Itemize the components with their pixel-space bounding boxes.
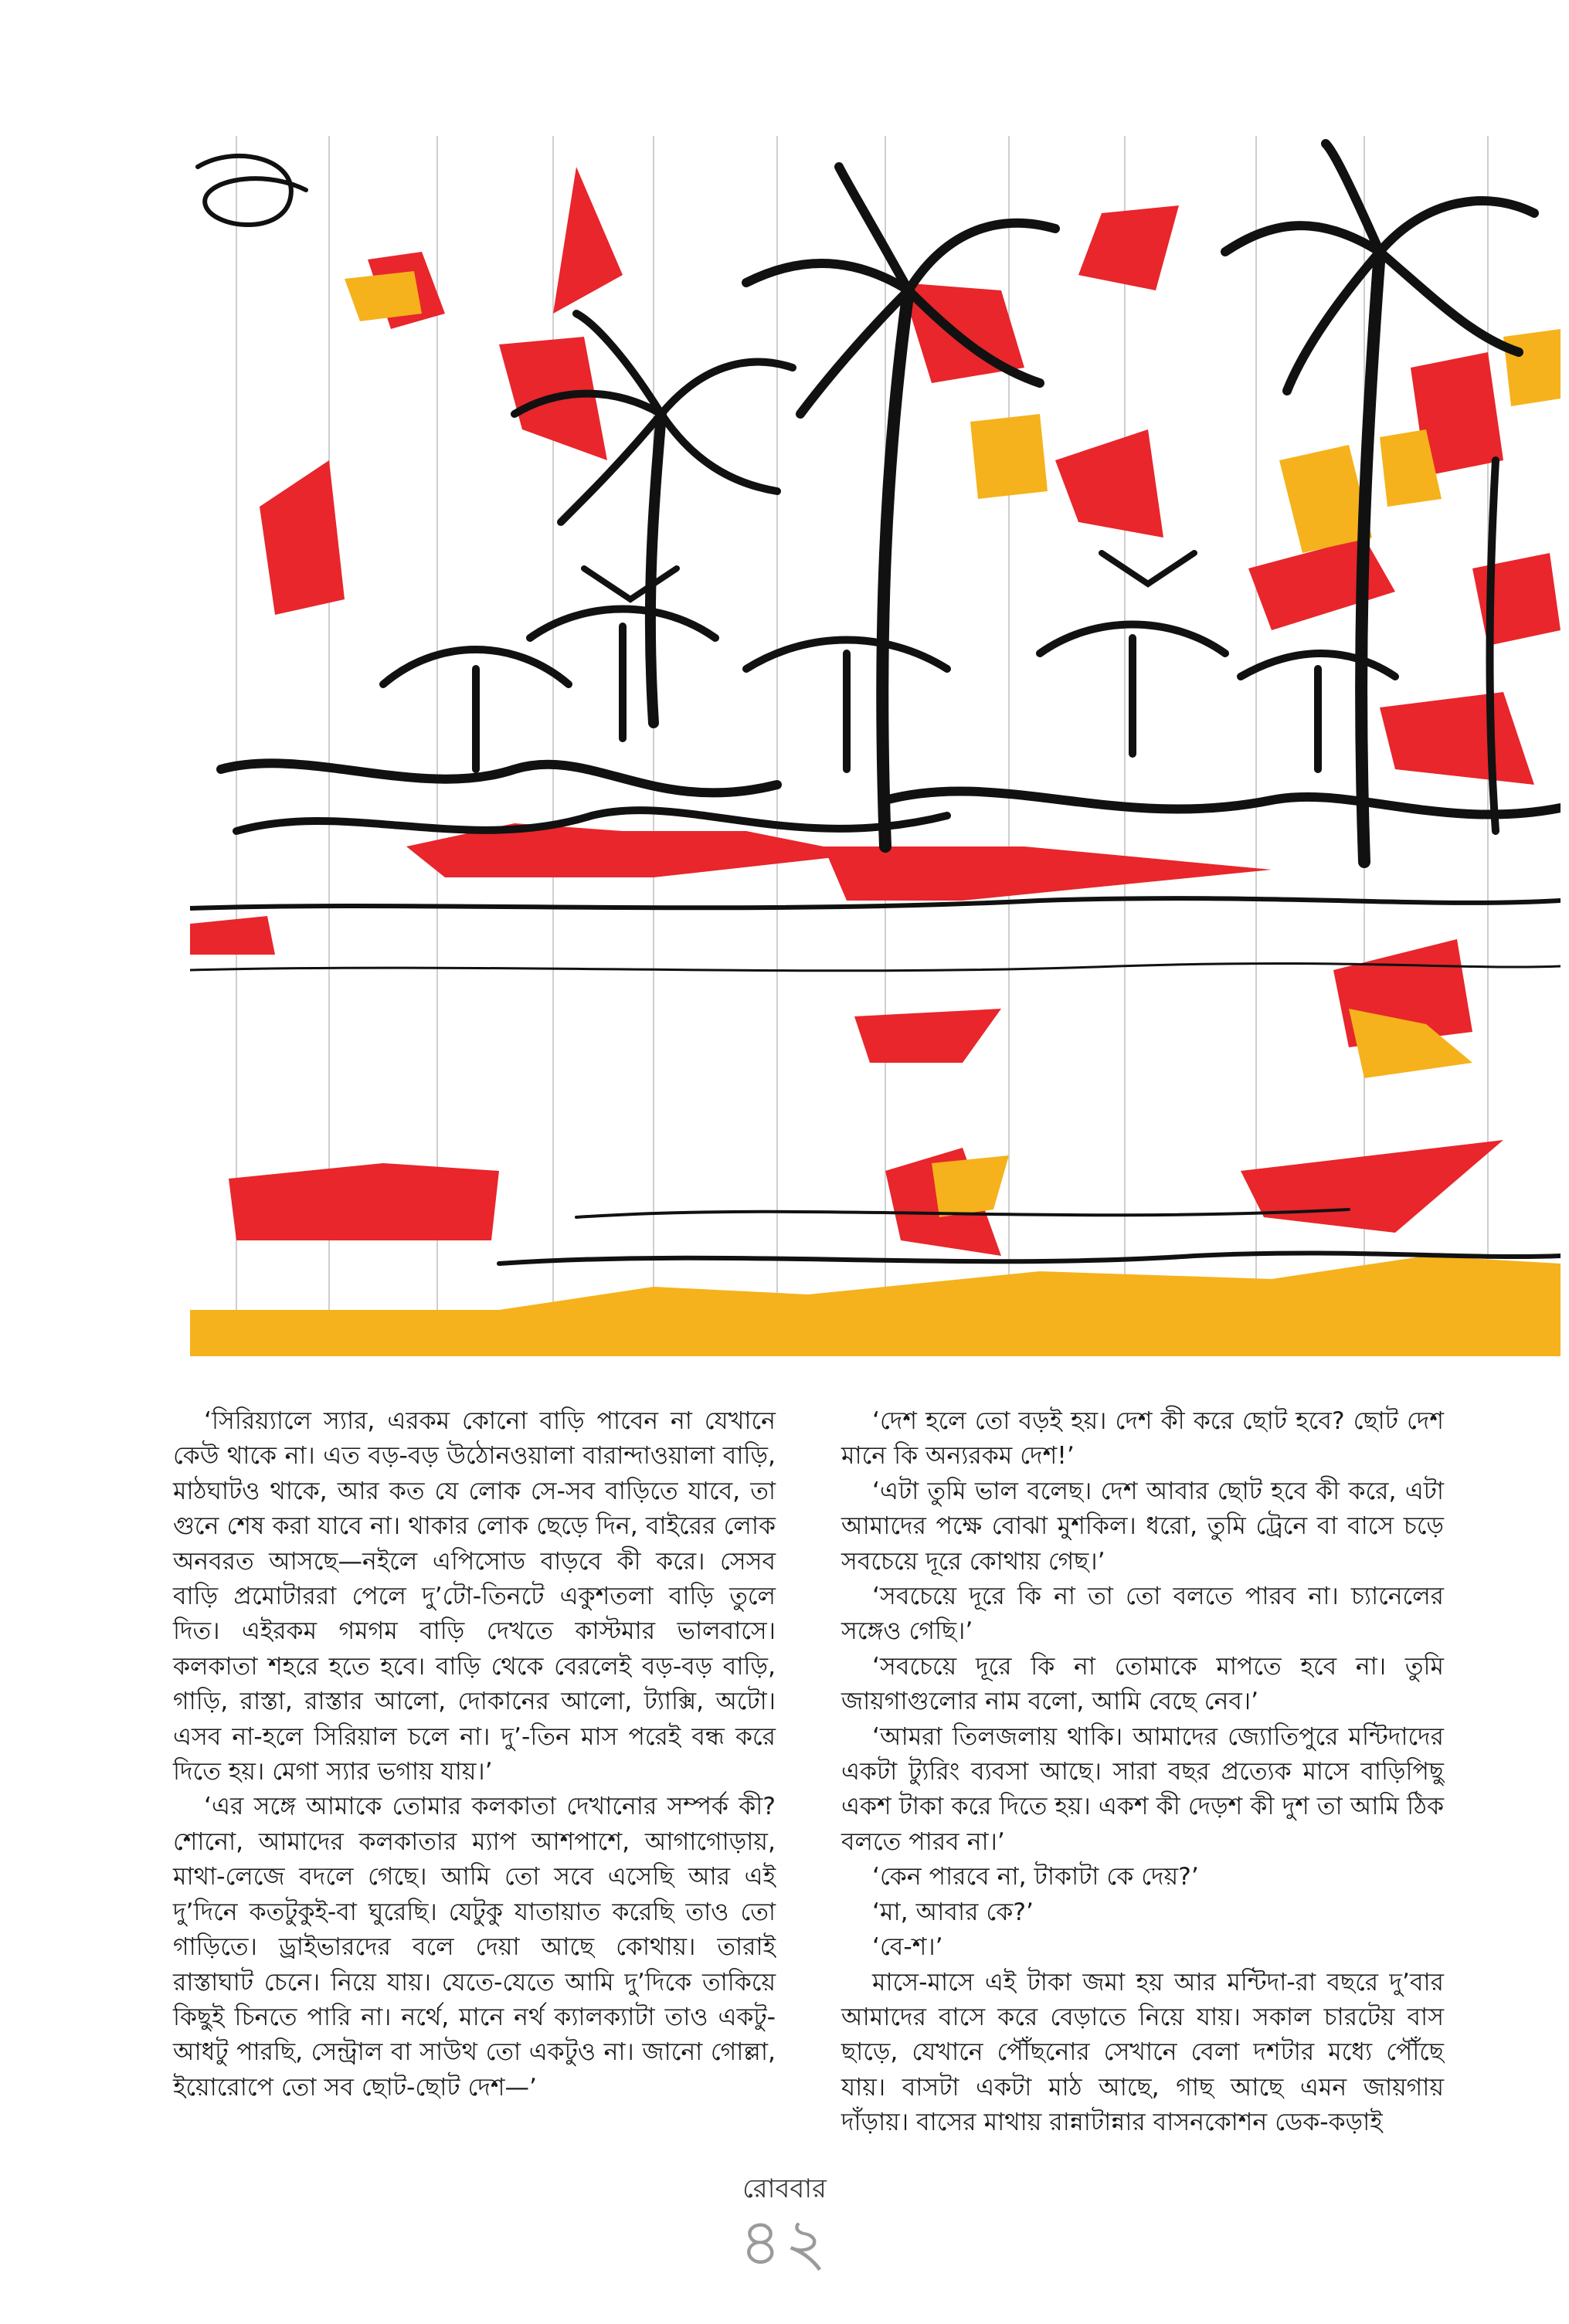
beach-resort-illustration <box>190 136 1561 1356</box>
paragraph: ‘কেন পারবে না, টাকাটা কে দেয়?’ <box>872 1863 1199 1891</box>
magazine-name: রোববার <box>742 2173 827 2204</box>
article-column-left <box>173 1404 776 2105</box>
article-column-right <box>841 1404 1444 2141</box>
paragraph: ‘এর সঙ্গে আমাকে তোমার কলকাতা দেখানোর সম্পর্ক কী? শোনো, আমাদের কলকাতার ম্যাপ আশপাশে, আগাগোড়ায়, মাথা-লেজে বদলে গেছে। আমি তো সবে এসেছি আর এই দু’দিনে কতটুকুই-বা ঘুরেছি। যেটুকু যাতায়াত করেছি তাও তো গাড়িতে। ড্রাইভারদের বলে দেয়া আছে কোথায়। তারাই রাস্তাঘাট চেনে। নিয়ে যায়। যেতে-যেতে আমি দু’দিকে তাকিয়ে কিছুই চিনতে পারি না। নর্থে, মানে নর্থ ক্যালক্যাটা তাও একটু-আধটু পারছি, সেন্ট্রাল বা সাউথ তো একটুও না। জানো গোল্লা, ইয়োরোপে তো সব ছোট-ছোট দেশ—’ <box>173 1793 776 2102</box>
paragraph: ‘এটা তুমি ভাল বলেছ। দেশ আবার ছোট হবে কী করে, এটা আমাদের পক্ষে বোঝা মুশকিল। ধরো, তুমি ট্রেনে বা বাসে চড়ে সবচেয়ে দূরে কোথায় গেছ।’ <box>841 1477 1444 1576</box>
paragraph: ‘বে-শ।’ <box>872 1933 943 1962</box>
red-fragments <box>190 167 1561 1341</box>
paragraph: ‘আমরা তিলজলায় থাকি। আমাদের জ্যোতিপুরে মন্টিদাদের একটা ট্যুরিং ব্যবসা আছে। সারা বছর প্রত্যেক মাসে বাড়িপিছু একশ টাকা করে দিতে হয়। একশ কী দেড়শ কী দুশ তা আমি ঠিক বলতে পারব না।’ <box>841 1722 1444 1856</box>
paragraph: ‘সবচেয়ে দূরে কি না তা তো বলতে পারব না। চ্যানেলের সঙ্গেও গেছি।’ <box>841 1583 1444 1646</box>
page-number: ৪২ <box>739 2204 830 2280</box>
paragraph: ‘সিরিয়্যালে স্যার, এরকম কোনো বাড়ি পাবেন না যেখানে কেউ থাকে না। এত বড়-বড় উঠোনওয়ালা বারান্দাওয়ালা বাড়ি, মাঠঘাটও থাকে, আর কত যে লোক সে-সব বাড়িতে যাবে, তা গুনে শেষ করা যাবে না। থাকার লোক ছেড়ে দিন, বাইরের লোক অনবরত আসছে—নইলে এপিসোড বাড়বে কী করে। সেসব বাড়ি প্রমোটাররা পেলে দু’টো-তিনটে একুশতলা বাড়ি তুলে দিত। এইরকম গমগম বাড়ি দেখতে কাস্টমার ভালবাসে। কলকাতা শহরে হতে হবে। বাড়ি থেকে বেরলেই বড়-বড় বাড়ি, গাড়ি, রাস্তা, রাস্তার আলো, দোকানের আলো, ট্যাক্সি, অটো। এসব না-হলে সিরিয়াল চলে না। দু’-তিন মাস পরেই বন্ধ করে দিতে হয়। মেগা স্যার ভগায় যায়।’ <box>173 1407 776 1786</box>
beach-resort-sketch-icon <box>190 136 1561 1356</box>
paragraph: ‘সবচেয়ে দূরে কি না তোমাকে মাপতে হবে না। তুমি জায়গাগুলোর নাম বলো, আমি বেছে নেব।’ <box>841 1652 1444 1716</box>
paragraph: ‘দেশ হলে তো বড়ই হয়। দেশ কী করে ছোট হবে? ছোট দেশ মানে কি অন্যরকম দেশ!’ <box>841 1407 1444 1471</box>
paragraph: মাসে-মাসে এই টাকা জমা হয় আর মন্টিদা-রা বছরে দু’বার আমাদের বাসে করে বেড়াতে নিয়ে যায়। সকাল চারটেয় বাস ছাড়ে, যেখানে পৌঁছনোর সেখানে বেলা দশটার মধ্যে পৌঁছে যায়। বাসটা একটা মাঠ আছে, গাছ আছে এমন জায়গায় দাঁড়ায়। বাসের মাথায় রান্নাটান্নার বাসনকোশন ডেক-কড়াই <box>841 1968 1444 2137</box>
paragraph: ‘মা, আবার কে?’ <box>872 1898 1034 1926</box>
